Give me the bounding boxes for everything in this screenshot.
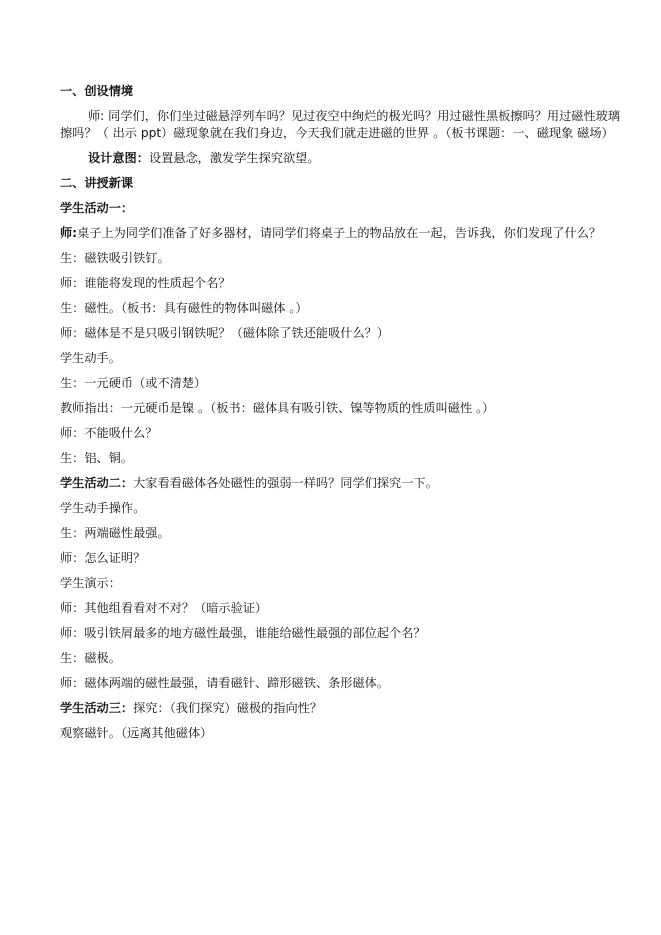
activity-2 <box>60 475 621 492</box>
dialog-line: 生：磁极。 <box>60 651 121 665</box>
dialog-line: 生：两端磁性最强。 <box>60 526 170 540</box>
dialog-line: 学生演示： <box>60 576 121 590</box>
activity-2-text: 大家看看磁体各处磁性的强弱一样吗？同学们探究一下。 <box>133 476 438 490</box>
dialog-line: 教师指出：一元硬币是镍 。（板书：磁体具有吸引铁、镍等物质的性质叫磁性 。） <box>60 401 495 415</box>
activity-3-text: 探究：（我们探究）磁极的指向性？ <box>133 701 323 715</box>
dialog-line: 师：磁体是不是只吸引钢铁呢？（磁体除了铁还能吸什么？） <box>60 326 390 340</box>
teacher-line-1 <box>60 225 621 242</box>
dialog-line: 师：其他组看看对不对？（暗示验证） <box>60 601 268 615</box>
section-heading-2: 二、讲授新课 <box>60 176 134 190</box>
design-intent-label: 设计意图： <box>88 151 149 165</box>
activity-3-label: 学生活动三： <box>60 701 134 715</box>
section-heading-1: 一、创设情境 <box>60 84 134 98</box>
dialog-line: 师：怎么证明？ <box>60 551 146 565</box>
dialog-line: 生：磁性。（板书：具有磁性的物体叫磁体 。） <box>60 301 308 315</box>
activity-1-label: 学生活动一： <box>60 201 134 215</box>
dialog-line: 师：磁体两端的磁性最强，请看磁针、蹄形磁铁、条形磁体。 <box>60 676 390 690</box>
intro-paragraph: 师: 同学们，你们坐过磁悬浮列车吗？见过夜空中绚烂的极光吗？用过磁性黑板擦吗？用过磁性玻璃擦吗？（ 出示 ppt）磁现象就在我们身边，今天我们就走进磁的世界 。（板书课题：一、磁现象 磁场） <box>60 109 621 140</box>
dialog-line: 师：吸引铁屑最多的地方磁性最强，谁能给磁性最强的部位起个名？ <box>60 626 426 640</box>
dialog-line: 生：铝、铜。 <box>60 451 134 465</box>
dialog-line: 生：磁铁吸引铁钉。 <box>60 251 170 265</box>
dialog-line: 师：不能吸什么？ <box>60 426 158 440</box>
dialog-line: 学生动手。 <box>60 351 121 365</box>
dialog-line: 观察磁针。（远离其他磁体） <box>60 726 213 740</box>
design-intent <box>60 150 621 167</box>
dialog-line: 生：一元硬币（或不清楚） <box>60 376 207 390</box>
design-intent-text: 设置悬念，激发学生探究欲望。 <box>148 151 320 165</box>
teacher-line-1-text: 桌子上为同学们准备了好多器材，请同学们将桌子上的物品放在一起，告诉我，你们发现了什么？ <box>77 226 602 240</box>
dialog-line: 师：谁能将发现的性质起个名？ <box>60 276 231 290</box>
teacher-label: 师: <box>60 226 78 240</box>
dialog-line: 学生动手操作。 <box>60 501 146 515</box>
activity-2-label: 学生活动二： <box>60 476 134 490</box>
activity-3 <box>60 700 621 717</box>
